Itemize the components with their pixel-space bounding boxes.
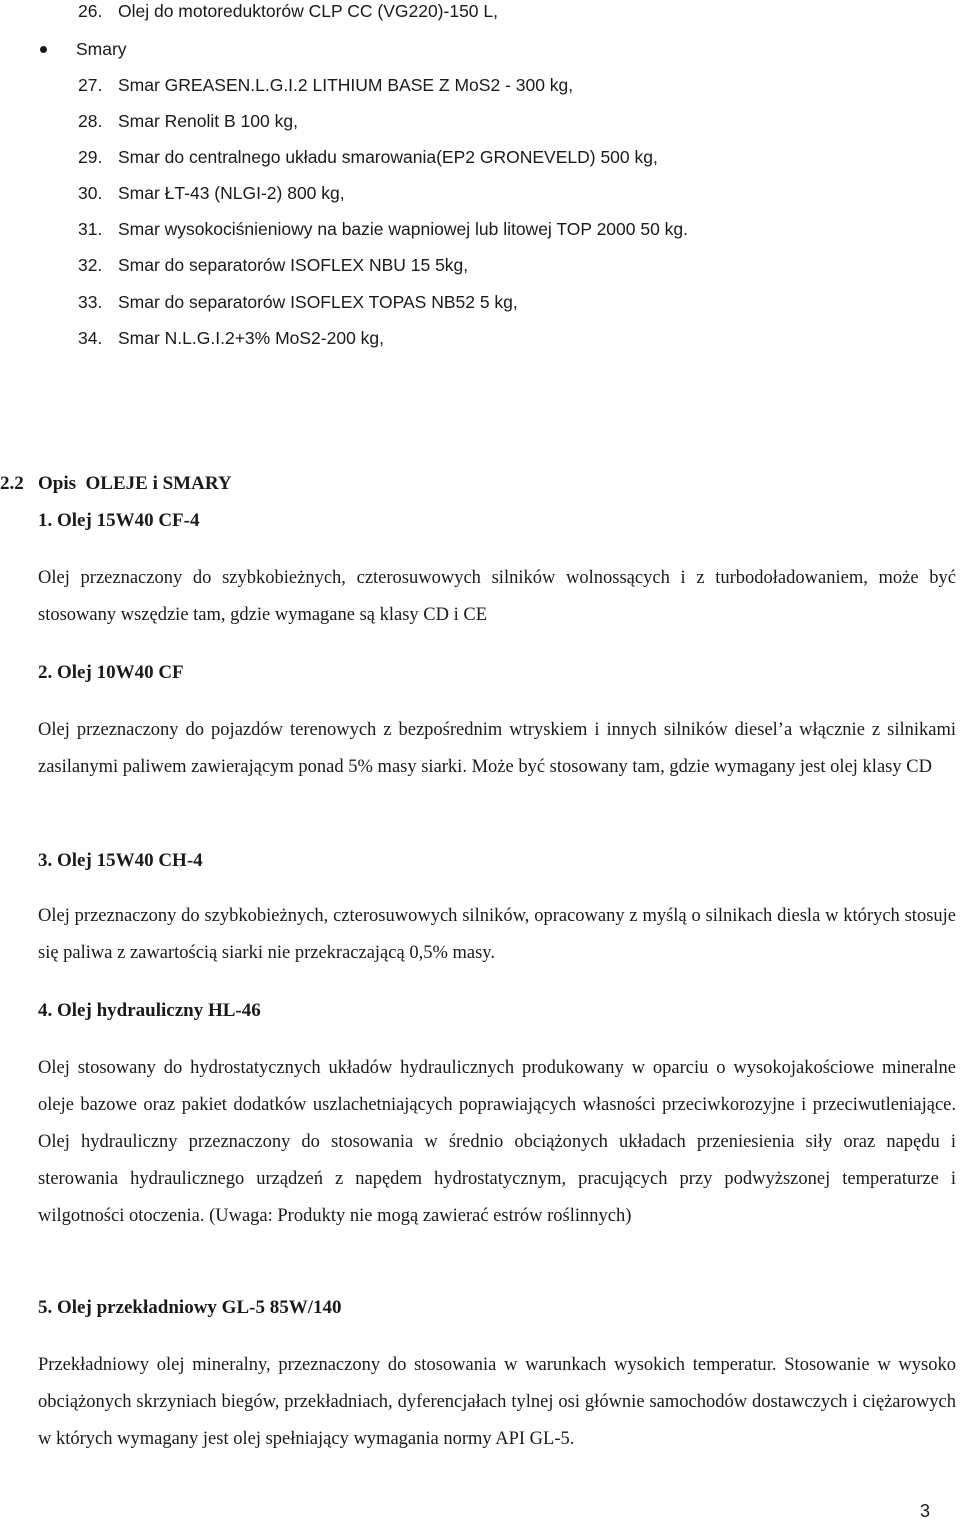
list-item-text: Olej do motoreduktorów CLP CC (VG220)-150 L, [118,1,498,21]
list-item-text: Smar N.L.G.I.2+3% MoS2-200 kg, [118,328,385,348]
entry-body-4: Olej stosowany do hydrostatycznych układów hydraulicznych produkowany w oparciu o wysokojakościowe mineralne oleje bazowe oraz pakiet dodatków uszlachetniających poprawiających własności przeciwkorozyjne i przeciwutleniające. Olej hydrauliczny przeznaczony do stosowania w średnio obciążonych układach przeniesienia siły oraz napędu i sterowania hydraulicznego urządzeń z napędem hydrostatycznym, pracujących przy podwyższonej temperaturze i wilgotności otoczenia. (Uwaga: Produkty nie mogą zawierać estrów roślinnych) [38,1058,956,1226]
list-item-32 [78,254,468,276]
list-item-text: Smar do centralnego układu smarowania(EP2 GRONEVELD) 500 kg, [118,147,658,167]
list-item-text: Smar do separatorów ISOFLEX TOPAS NB52 5 kg, [118,292,518,312]
list-item-number: 26. [78,1,103,21]
list-item-text: Smar wysokociśnieniowy na bazie wapniowej lub litowej TOP 2000 50 kg. [118,219,689,239]
page-number: 3 [919,1501,930,1521]
list-item-number: 29. [78,147,103,167]
list-item-number: 34. [78,328,103,348]
list-item-number: 31. [78,219,103,239]
list-item-text: Smar GREASEN.L.G.I.2 LITHIUM BASE Z MoS2 - 300 kg, [118,75,574,95]
list-item-text: Smar Renolit B 100 kg, [118,111,298,131]
list-item-26 [78,0,498,22]
entry-title-5: 5. Olej przekładniowy GL-5 85W/140 [38,1297,342,1318]
list-item-34 [78,327,384,349]
list-item-number: 28. [78,111,103,131]
entry-body-2: Olej przeznaczony do pojazdów terenowych z bezpośrednim wtryskiem i innych silników diesel’a włącznie z silnikami zasilanymi paliwem zawierającym ponad 5% masy siarki. Może być stosowany tam, gdzie wymagany jest olej klasy CD [38,720,956,777]
entry-title-3: 3. Olej 15W40 CH-4 [38,850,203,871]
entry-title-4: 4. Olej hydrauliczny HL-46 [38,1000,261,1021]
entry-body-3: Olej przeznaczony do szybkobieżnych, czterosuwowych silników, opracowany z myślą o silnikach diesla w których stosuje się paliwa z zawartością siarki nie przekraczającą 0,5% masy. [38,906,956,963]
entry-body-1: Olej przeznaczony do szybkobieżnych, czterosuwowych silników wolnossących i z turbodoładowaniem, może być stosowany wszędzie tam, gdzie wymagane są klasy CD i CE [38,568,956,625]
list-item-27 [78,74,573,96]
list-item-number: 27. [78,75,103,95]
list-item-text: Smar ŁT-43 (NLGI-2) 800 kg, [118,183,345,203]
list-item-number: 32. [78,255,103,275]
list-item-number: 30. [78,183,103,203]
list-item-30 [78,182,345,204]
list-item-28 [78,110,298,132]
section-heading: 2.2 Opis OLEJE i SMARY [0,473,232,494]
entry-title-2: 2. Olej 10W40 CF [38,662,184,683]
list-item-text: Smar do separatorów ISOFLEX NBU 15 5kg, [118,255,469,275]
entry-body-5: Przekładniowy olej mineralny, przeznaczony do stosowania w warunkach wysokich temperatur. Stosowanie w wysoko obciążonych skrzyniach biegów, przekładniach, dyferencjałach tylnej osi głównie samochodów dostawczych i ciężarowych w których wymagany jest olej spełniający wymagania normy API GL-5. [38,1355,956,1449]
bullet-label-smary: Smary [76,39,127,59]
list-item-number: 33. [78,292,103,312]
list-item-31 [78,218,688,240]
list-item-33 [78,291,518,313]
entry-title-1: 1. Olej 15W40 CF-4 [38,510,200,531]
bullet-icon [40,46,47,53]
list-item-29 [78,146,658,168]
